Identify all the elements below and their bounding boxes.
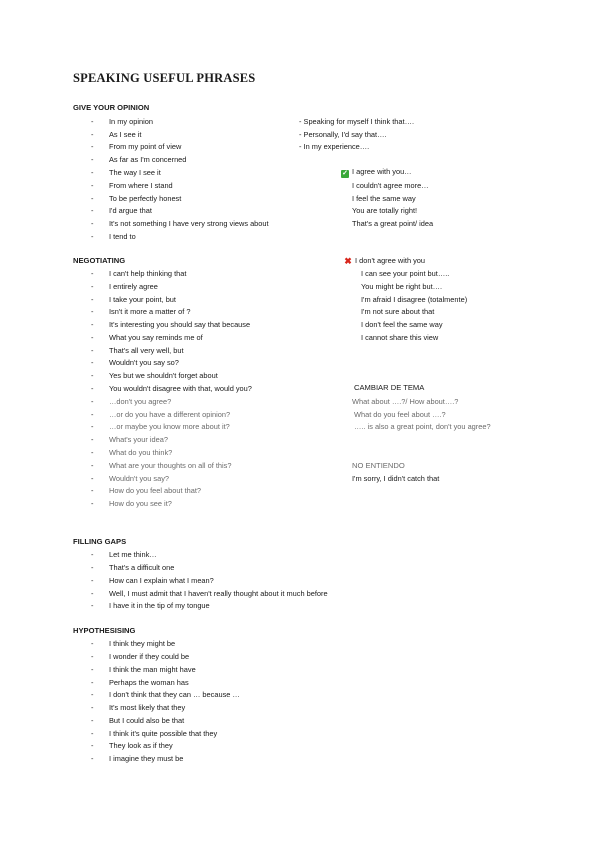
list-item-text: Isn't it more a matter of ? [109,307,191,316]
list-item-text: I wonder if they could be [109,652,190,661]
section-heading-filling-gaps: FILLING GAPS [73,537,127,546]
bullet-dash: - [91,716,94,725]
bullet-dash: - [91,232,94,241]
list-item-text: What you say reminds me of [109,333,203,342]
disagree-item: I can see your point but….. [361,269,450,278]
bullet-dash: - [91,665,94,674]
bullet-dash: - [91,422,94,431]
list-item-text: In my opinion [109,117,153,126]
bullet-dash: - [91,397,94,406]
bullet-dash: - [91,486,94,495]
bullet-dash: - [91,130,94,139]
list-item-text: As I see it [109,130,142,139]
list-item-text: I imagine they must be [109,754,184,763]
bullet-dash: - [91,168,94,177]
bullet-dash: - [91,307,94,316]
list-item-text: What do you think? [109,448,173,457]
section-heading-give-opinion: GIVE YOUR OPINION [73,103,150,112]
bullet-dash: - [91,358,94,367]
list-item-text: Wouldn't you say? [109,474,170,483]
cross-mark-icon: ✖ [344,256,352,266]
list-item-text: What's your idea? [109,435,168,444]
bullet-dash: - [91,117,94,126]
bullet-dash: - [91,563,94,572]
bullet-dash: - [91,499,94,508]
bullet-dash: - [91,729,94,738]
list-item-text: That's a difficult one [109,563,175,572]
list-item-text: That's all very well, but [109,346,184,355]
side-phrase: - Speaking for myself I think that…. [299,117,415,126]
bullet-dash: - [91,474,94,483]
bullet-dash: - [91,320,94,329]
list-item-text: I tend to [109,232,136,241]
bullet-dash: - [91,652,94,661]
agree-item: You are totally right! [352,206,418,215]
cambiar-tema-item: ….. is also a great point, don't you agree? [354,422,491,431]
list-item-text: Wouldn't you say so? [109,358,179,367]
list-item-text: As far as I'm concerned [109,155,187,164]
list-item-text: Let me think… [109,550,157,559]
list-item-text: Perhaps the woman has [109,678,189,687]
disagree-item: I don't feel the same way [361,320,443,329]
bullet-dash: - [91,639,94,648]
list-item-text: …or maybe you know more about it? [109,422,230,431]
list-item-text: I think the man might have [109,665,196,674]
agree-heading-text: I agree with you… [352,167,412,176]
disagree-item: I'm afraid I disagree (totalmente) [361,295,468,304]
agree-item: That's a great point/ idea [352,219,434,228]
bullet-dash: - [91,371,94,380]
bullet-dash: - [91,741,94,750]
list-item-text: How do you see it? [109,499,172,508]
disagree-item: I'm not sure about that [361,307,435,316]
bullet-dash: - [91,576,94,585]
side-phrase: - Personally, I'd say that…. [299,130,387,139]
section-heading-cambiar-tema: CAMBIAR DE TEMA [354,383,425,392]
disagree-heading [344,256,425,265]
check-mark-icon: ✓ [342,170,348,177]
section-heading-no-entiendo: NO ENTIENDO [352,461,405,470]
list-item-text: From where I stand [109,181,173,190]
bullet-dash: - [91,448,94,457]
list-item-text: I have it in the tip of my tongue [109,601,210,610]
agree-item: I couldn't agree more… [352,181,429,190]
bullet-dash: - [91,384,94,393]
disagree-item: You might be right but…. [361,282,443,291]
bullet-dash: - [91,601,94,610]
list-item-text: Yes but we shouldn't forget about [109,371,218,380]
bullet-dash: - [91,690,94,699]
list-item-text: I think it's quite possible that they [109,729,218,738]
list-item-text: I'd argue that [109,206,152,215]
list-item-text: It's interesting you should say that because [109,320,251,329]
list-item-text: Well, I must admit that I haven't really thought about it much before [109,589,328,598]
bullet-dash: - [91,295,94,304]
list-item-text: It's most likely that they [109,703,186,712]
bullet-dash: - [91,219,94,228]
list-item-text: How do you feel about that? [109,486,202,495]
list-item-text: How can I explain what I mean? [109,576,214,585]
page-title: SPEAKING USEFUL PHRASES [73,71,256,85]
disagree-heading-text: I don't agree with you [355,256,426,265]
bullet-dash: - [91,269,94,278]
agree-heading [341,167,412,178]
cambiar-tema-item: What about ….?/ How about….? [352,397,459,406]
bullet-dash: - [91,703,94,712]
bullet-dash: - [91,346,94,355]
list-item-text: What are your thoughts on all of this? [109,461,232,470]
bullet-dash: - [91,206,94,215]
bullet-dash: - [91,333,94,342]
bullet-dash: - [91,678,94,687]
bullet-dash: - [91,589,94,598]
list-item-text: It's not something I have very strong views about [109,219,269,228]
bullet-dash: - [91,550,94,559]
section-heading-negotiating: NEGOTIATING [73,256,126,265]
list-item-text: I entirely agree [109,282,158,291]
no-entiendo-item: I'm sorry, I didn't catch that [352,474,440,483]
section-heading-hypothesising: HYPOTHESISING [73,626,136,635]
list-item-text: I don't think that they can … because … [109,690,240,699]
bullet-dash: - [91,410,94,419]
bullet-dash: - [91,194,94,203]
list-item-text: They look as if they [109,741,173,750]
bullet-dash: - [91,142,94,151]
bullet-dash: - [91,155,94,164]
list-item-text: To be perfectly honest [109,194,182,203]
bullet-dash: - [91,461,94,470]
bullet-dash: - [91,282,94,291]
bullet-dash: - [91,435,94,444]
cambiar-tema-item: What do you feel about ….? [354,410,446,419]
list-item-text: I can't help thinking that [109,269,187,278]
list-item-text: From my point of view [109,142,182,151]
bullet-dash: - [91,181,94,190]
bullet-dash: - [91,754,94,763]
list-item-text: I take your point, but [109,295,176,304]
list-item-text: The way I see it [109,168,161,177]
side-phrase: - In my experience…. [299,142,370,151]
list-item-text: I think they might be [109,639,176,648]
disagree-item: I cannot share this view [361,333,439,342]
list-item-text: …don't you agree? [109,397,172,406]
agree-item: I feel the same way [352,194,416,203]
list-item-text: You wouldn't disagree with that, would you? [109,384,252,393]
list-item-text: …or do you have a different opinion? [109,410,231,419]
list-item-text: But I could also be that [109,716,185,725]
